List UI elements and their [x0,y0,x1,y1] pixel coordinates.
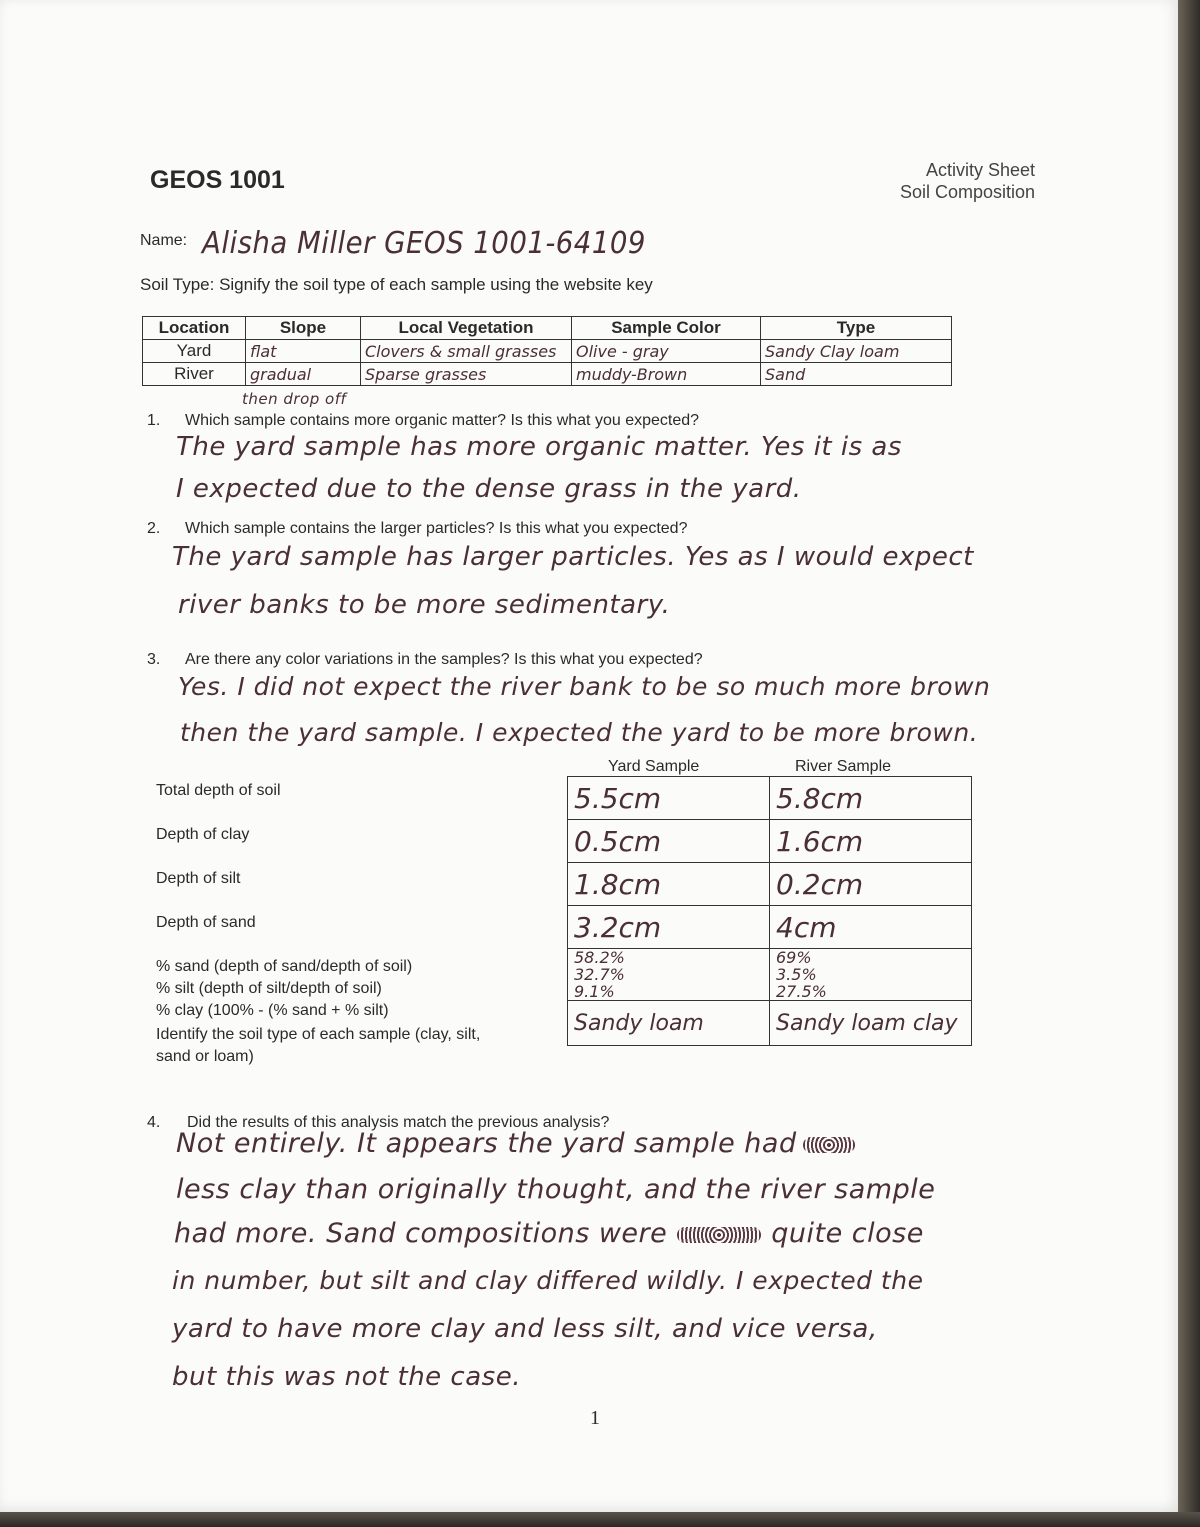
header-location: Location [143,317,246,340]
color-cell: Olive - gray [572,340,761,363]
river-sample-header: River Sample [795,758,892,775]
table-row [568,777,972,820]
header-slope: Slope [246,317,361,340]
question-3-text: Are there any color variations in the samples? Is this what you expected? [185,651,703,668]
answer-4-line-6: but this was not the case. [172,1362,521,1392]
river-sand-depth: 4cm [770,906,972,949]
question-1-number: 1. [147,412,161,429]
table-row [568,906,972,949]
course-title: GEOS 1001 [150,166,285,194]
page-edge-shadow-right [1178,0,1200,1527]
table-row [568,966,972,983]
yard-sample-header: Yard Sample [608,758,700,775]
answer-4-line-1-text: Not entirely. It appears the yard sample had [176,1128,797,1159]
pct-sand-label: % sand (depth of sand/depth of soil) [156,958,413,975]
activity-topic-label: Soil Composition [899,182,1035,202]
answer-4-line-1 [176,1128,855,1159]
answer-3-line-2: then the yard sample. I expected the yard to be more brown. [180,718,979,747]
pct-silt-label: % silt (depth of silt/depth of soil) [156,980,382,997]
table-row [568,949,972,967]
yard-pct-sand: 58.2% [568,949,770,967]
location-cell: River [143,363,246,386]
soil-depth-table [567,776,972,1046]
answer-4-line-2: less clay than originally thought, and the river sample [176,1174,936,1205]
river-pct-silt: 3.5% [770,966,972,983]
river-soil-type: Sandy loam clay [770,1001,972,1046]
vegetation-cell: Clovers & small grasses [361,340,572,363]
river-silt-depth: 0.2cm [770,863,972,906]
page-edge-shadow-bottom [0,1512,1200,1527]
type-cell: Sand [761,363,952,386]
header-local-vegetation: Local Vegetation [361,317,572,340]
yard-silt-depth: 1.8cm [568,863,770,906]
answer-1-line-1: The yard sample has more organic matter. Yes it is as [176,432,902,462]
pct-clay-label: % clay (100% - (% sand + % silt) [156,1002,389,1019]
river-total-depth: 5.8cm [770,777,972,820]
table-row [568,820,972,863]
sample-location-table [142,316,952,386]
yard-pct-clay: 9.1% [568,983,770,1001]
river-clay-depth: 1.6cm [770,820,972,863]
yard-pct-silt: 32.7% [568,966,770,983]
answer-4-line-5: yard to have more clay and less silt, and vice versa, [172,1314,878,1344]
yard-clay-depth: 0.5cm [568,820,770,863]
table-row [568,863,972,906]
identify-label-line-2: sand or loam) [156,1048,254,1065]
sand-depth-label: Depth of sand [156,914,256,931]
answer-4-line-4: in number, but silt and clay differed wildly. I expected the [172,1266,924,1295]
soil-type-instruction: Soil Type: Signify the soil type of each sample using the website key [140,275,653,294]
yard-sand-depth: 3.2cm [568,906,770,949]
activity-sheet-label: Activity Sheet [925,160,1035,180]
answer-2-line-1: The yard sample has larger particles. Yes as I would expect [172,542,974,572]
table-header-row [143,317,952,340]
question-3-number: 3. [147,651,161,668]
question-4-number: 4. [147,1114,161,1131]
question-2-number: 2. [147,520,161,537]
river-pct-clay: 27.5% [770,983,972,1001]
question-2-text: Which sample contains the larger particles? Is this what you expected? [185,520,688,537]
answer-4-line-3-text: had more. Sand compositions were [174,1218,668,1249]
scribble-mark [677,1227,761,1243]
table-row [143,340,952,363]
answer-4-line-3 [174,1218,924,1249]
clay-depth-label: Depth of clay [156,826,250,843]
header-sample-color: Sample Color [572,317,761,340]
answer-1-line-2: I expected due to the dense grass in the yard. [176,474,802,504]
header-type: Type [761,317,952,340]
yard-soil-type: Sandy loam [568,1001,770,1046]
table-row [143,363,952,386]
silt-depth-label: Depth of silt [156,870,241,887]
vegetation-cell: Sparse grasses [361,363,572,386]
answer-3-line-1: Yes. I did not expect the river bank to be so much more brown [178,672,991,701]
name-label: Name: [140,232,188,249]
total-depth-label: Total depth of soil [156,782,281,799]
answer-2-line-2: river banks to be more sedimentary. [178,590,671,620]
name-value: Alisha Miller GEOS 1001-64109 [202,226,646,261]
scribble-mark [803,1137,855,1153]
question-1-text: Which sample contains more organic matter? Is this what you expected? [185,412,700,429]
slope-cell: gradual [246,363,361,386]
color-cell: muddy-Brown [572,363,761,386]
page-number: 1 [590,1407,600,1429]
slope-cell: flat [246,340,361,363]
slope-note: then drop off [242,390,347,408]
identify-label-line-1: Identify the soil type of each sample (clay, silt, [156,1026,481,1043]
type-cell: Sandy Clay loam [761,340,952,363]
river-pct-sand: 69% [770,949,972,967]
table-row [568,1001,972,1046]
location-cell: Yard [143,340,246,363]
yard-total-depth: 5.5cm [568,777,770,820]
answer-4-line-3-end: quite close [771,1218,924,1249]
table-row [568,983,972,1001]
question-4-text: Did the results of this analysis match the previous analysis? [187,1114,610,1131]
